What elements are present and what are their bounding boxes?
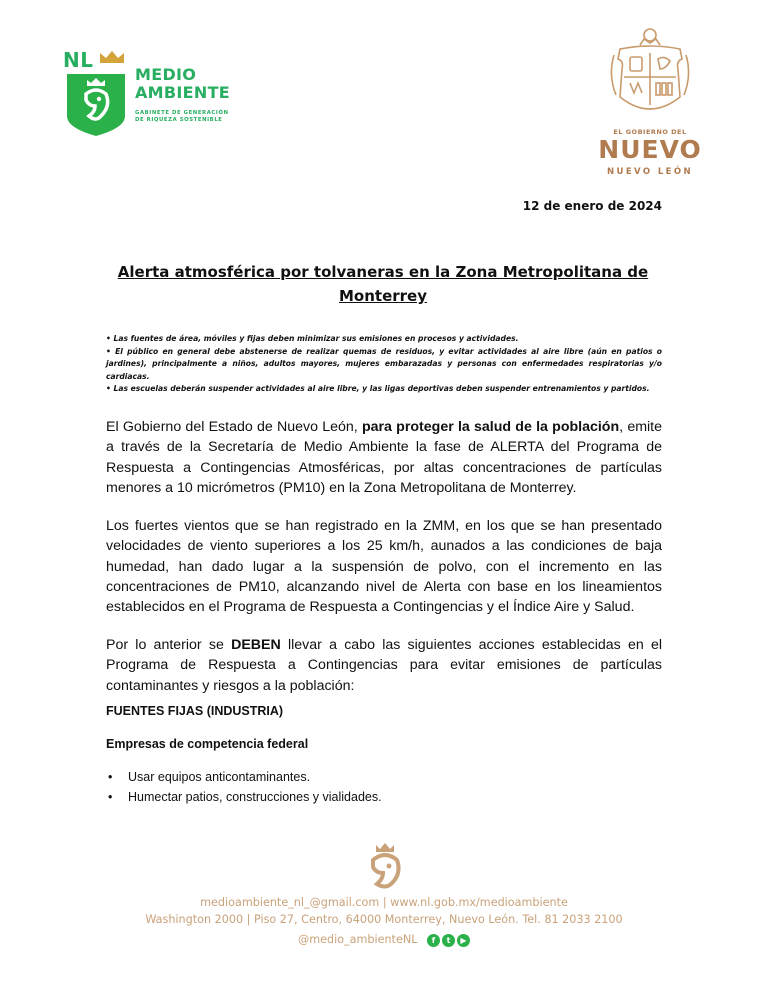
bullet-icon: • — [108, 790, 113, 804]
medio-ambiente-title: MEDIO AMBIENTE — [135, 65, 231, 102]
footer-social — [0, 933, 768, 947]
list-item: • Humectar patios, construcciones y vialidades. — [106, 787, 382, 807]
list-item: • Usar equipos anticontaminantes. — [106, 767, 382, 787]
footer-lion-emblem-icon — [366, 842, 404, 890]
bullet-icon: • — [108, 770, 113, 784]
social-icons — [425, 933, 470, 947]
document-title: Alerta atmosférica por tolvaneras en la Zona Metropolitana de Monterrey — [117, 263, 649, 305]
document-date: 12 de enero de 2024 — [522, 199, 662, 213]
emphasis-text: DEBEN — [231, 637, 281, 653]
crown-icon — [99, 50, 125, 64]
state-coat-of-arms-icon — [590, 25, 710, 125]
shield-lion-icon — [65, 72, 127, 138]
gobierno-label: EL GOBIERNO DEL — [613, 128, 687, 136]
summary-bullet: • Las escuelas deberán suspender actividades al aire libre, y las ligas deportivas deben suspender entrenamientos y partidos. — [106, 384, 650, 394]
section-heading: FUENTES FIJAS (INDUSTRIA) — [106, 704, 284, 718]
nuevo-label: NUEVO — [598, 135, 702, 164]
summary-bullet: • Las fuentes de área, móviles y fijas deben minimizar sus emisiones en procesos y actividades. — [106, 334, 519, 343]
medio-ambiente-logo — [63, 46, 263, 146]
paragraph-actions: Por lo anterior se DEBEN llevar a cabo las siguientes acciones establecidas en el Programa de Respuesta a Contingencias para evitar emisiones de partículas contaminantes y riesgos a la población: — [106, 637, 662, 694]
youtube-icon[interactable]: ▶ — [457, 934, 470, 947]
subsection-heading: Empresas de competencia federal — [106, 737, 309, 751]
paragraph-intro: El Gobierno del Estado de Nuevo León, para proteger la salud de la población, emite a través de la Secretaría de Medio Ambiente la fase de ALERTA del Programa de Respuesta a Contingencias Atmosféricas, por altas concentraciones de partículas menores a 10 micrómetros (PM10) en la Zona Metropolitana de Monterrey. — [106, 419, 663, 496]
medio-ambiente-subtitle: GABINETE DE GENERACIÓN DE RIQUEZA SOSTENIBLE — [135, 110, 229, 123]
social-handle: @medio_ambienteNL — [298, 933, 418, 946]
nuevo-leon-label: NUEVO LEÓN — [607, 167, 693, 177]
twitter-icon[interactable]: t — [442, 934, 455, 947]
gobierno-nuevo-leon-logo — [590, 25, 710, 177]
summary-bullets — [106, 333, 662, 396]
footer-contact: medioambiente_nl_@gmail.com | www.nl.gob.mx/medioambiente — [200, 896, 568, 909]
emphasis-text: para proteger la salud de la población — [361, 419, 620, 435]
paragraph-winds: Los fuertes vientos que se han registrado en la ZMM, en los que se han presentado velocidades de viento superiores a los 25 km/h, aunados a las condiciones de baja humedad, han dado lugar a la suspensión de polvo, con el incremento en las concentraciones de PM10, alcanzando nivel de Alerta con base en los lineamientos establecidos en el Programa de Respuesta a Contingencias y el Índice Aire y Salud. — [106, 518, 662, 616]
facebook-icon[interactable]: f — [427, 934, 440, 947]
summary-bullet: • El público en general debe abstenerse de realizar quemas de residuos, y evitar actividades al aire libre (aún en patios o jardines), principalmente a niños, adultos mayores, mujeres embarazadas y personas con enfermedades respiratorias y/o cardiacas. — [106, 346, 662, 381]
action-list — [106, 767, 382, 807]
footer-address: Washington 2000 | Piso 27, Centro, 64000 Monterrey, Nuevo León. Tel. 81 2033 2100 — [145, 913, 623, 926]
nl-logo-text: NL — [63, 48, 94, 72]
